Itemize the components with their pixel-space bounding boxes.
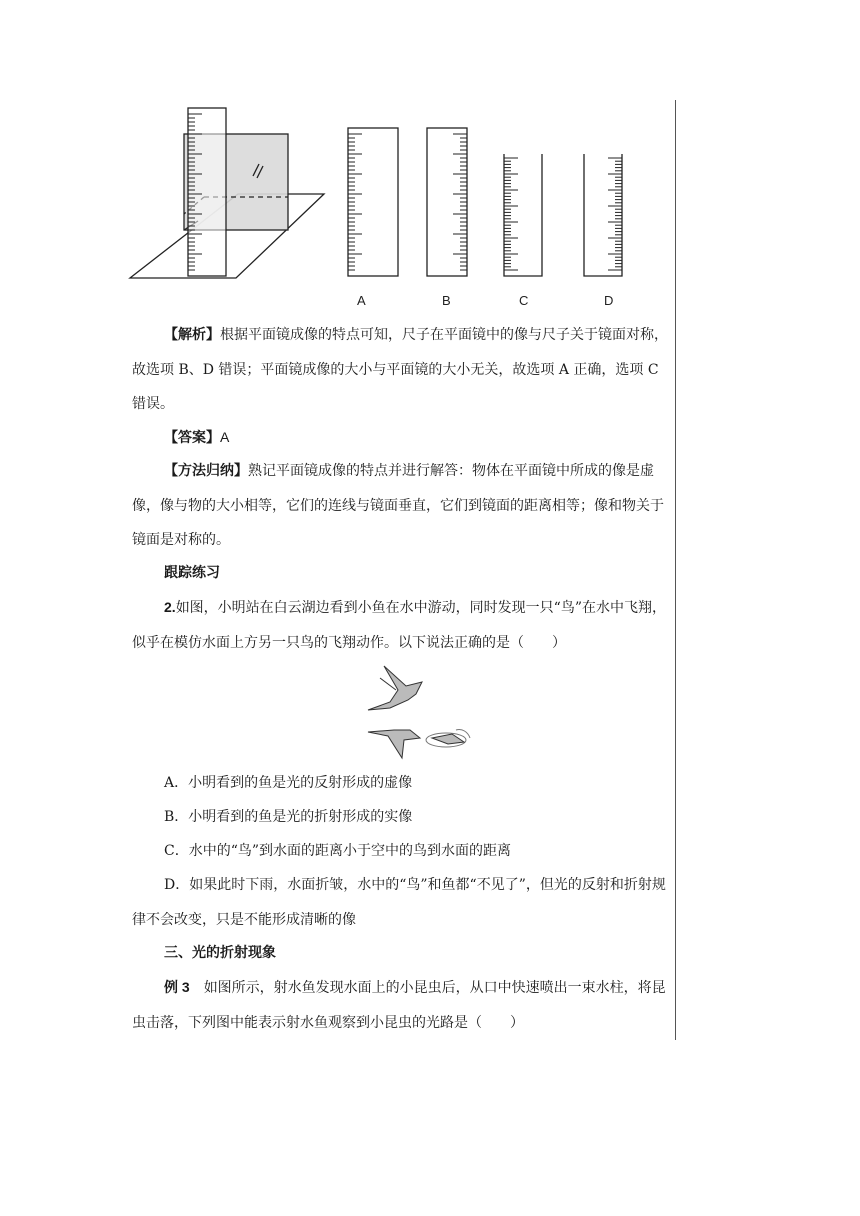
example3-label: 例 3 xyxy=(164,979,190,995)
answer-text: A xyxy=(220,429,230,445)
option-label-b: B xyxy=(442,293,451,308)
method-paragraph xyxy=(132,454,668,558)
analysis-tag: 【解析】 xyxy=(164,327,220,343)
question2-option-a: A．小明看到的鱼是光的反射形成的虚像 xyxy=(164,775,413,791)
option-label-a: A xyxy=(357,293,366,308)
question2-text: 如图，小明站在白云湖边看到小鱼在水中游动，同时发现一只“鸟”在水中飞翔，似乎在模仿水面上方另一只鸟的飞翔动作。以下说法正确的是（ ） xyxy=(132,600,666,651)
example3-text: 如图所示，射水鱼发现水面上的小昆虫后，从口中快速喷出一束水柱，将昆虫击落，下列图中能表示射水鱼观察到小昆虫的光路是（ ） xyxy=(132,980,666,1031)
analysis-paragraph xyxy=(132,318,668,422)
option-label-d: D xyxy=(604,293,614,308)
bird-reflection-image xyxy=(360,660,472,760)
answer-paragraph xyxy=(132,420,668,456)
margin-rule xyxy=(675,100,676,1040)
example3-paragraph xyxy=(132,970,668,1040)
question2-option-b: B．小明看到的鱼是光的折射形成的实像 xyxy=(164,809,413,825)
question2-option-d: D．如果此时下雨，水面折皱，水中的“鸟”和鱼都“不见了”，但光的反射和折射规律不会改变，只是不能形成清晰的像 xyxy=(132,877,666,928)
option-label-c: C xyxy=(519,293,529,308)
question2-number: 2. xyxy=(164,599,176,615)
section3-title: 三、光的折射现象 xyxy=(164,945,276,961)
mirror-ruler-figure xyxy=(128,104,648,319)
question2-stem xyxy=(132,590,668,660)
answer-tag: 【答案】 xyxy=(164,430,220,446)
method-tag: 【方法归纳】 xyxy=(164,463,248,479)
analysis-text: 根据平面镜成像的特点可知，尺子在平面镜中的像与尺子关于镜面对称，故选项 B、D 错误；平面镜成像的大小与平面镜的大小无关，故选项 A 正确，选项 C 错误。 xyxy=(132,327,668,412)
question2-option-c: C．水中的“鸟”到水面的距离小于空中的鸟到水面的距离 xyxy=(164,843,512,859)
method-text: 熟记平面镜成像的特点并进行解答：物体在平面镜中所成的像是虚像，像与物的大小相等，它们的连线与镜面垂直，它们到镜面的距离相等；像和物关于镜面是对称的。 xyxy=(132,463,664,548)
practice-title: 跟踪练习 xyxy=(164,565,220,581)
